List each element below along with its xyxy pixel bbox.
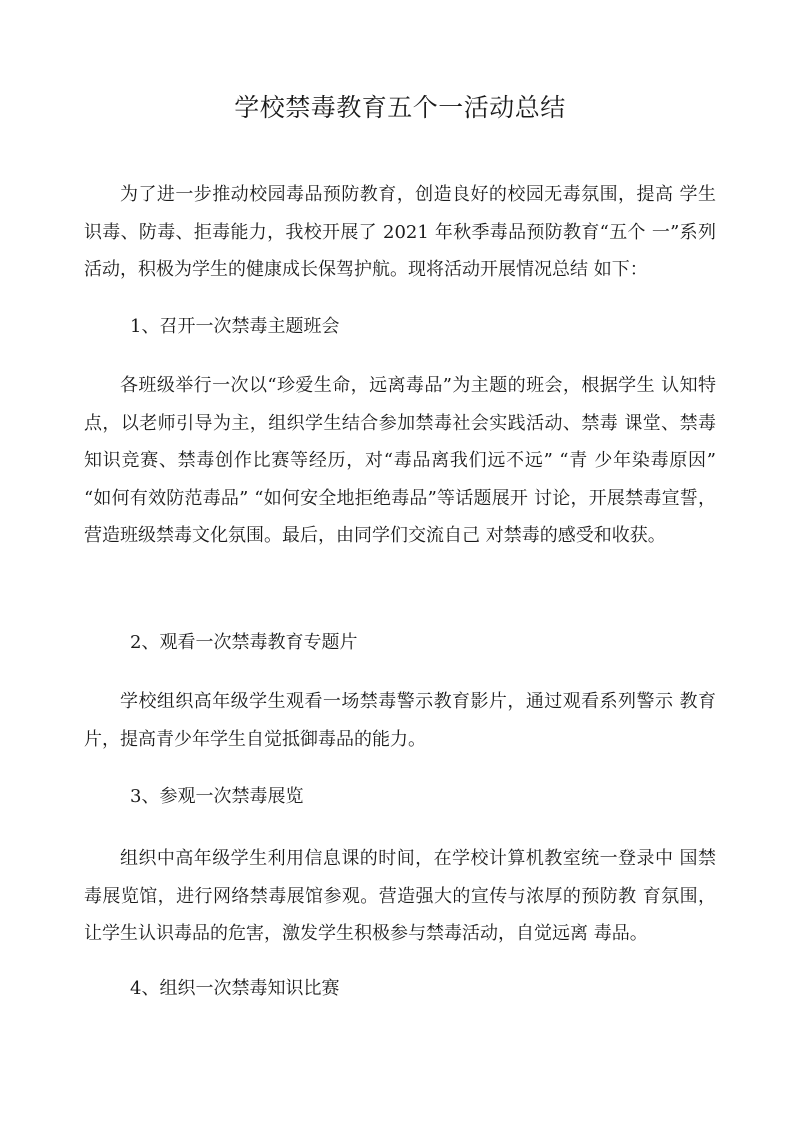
section-2-heading: 2、观看一次禁毒教育专题片 bbox=[130, 632, 358, 653]
section-3-paragraph: 组织中高年级学生利用信息课的时间，在学校计算机教室统一登录中 国禁毒展览馆，进行网络禁毒展馆参观。营造强大的宣传与浓厚的预防教 育氛围，让学生认识毒品的危害，激发学生积极参与禁毒活动，自觉远离 毒品。 bbox=[84, 848, 716, 945]
section-1-heading: 1、召开一次禁毒主题班会 bbox=[130, 316, 340, 337]
intro-paragraph: 为了进一步推动校园毒品预防教育，创造良好的校园无毒氛围，提高 学生识毒、防毒、拒毒能力，我校开展了 2021 年秋季毒品预防教育“五个 一”系列活动，积极为学生的健康成长保驾护航。现将活动开展情况总结 如下： bbox=[84, 184, 716, 281]
section-3-heading: 3、参观一次禁毒展览 bbox=[130, 786, 304, 807]
section-2-paragraph: 学校组织高年级学生观看一场禁毒警示教育影片，通过观看系列警示 教育片，提高青少年学生自觉抵御毒品的能力。 bbox=[84, 691, 716, 750]
document-title: 学校禁毒教育五个一活动总结 bbox=[234, 93, 566, 122]
section-4-heading: 4、组织一次禁毒知识比赛 bbox=[130, 978, 340, 999]
section-1-paragraph: 各班级举行一次以“珍爱生命，远离毒品”为主题的班会，根据学生 认知特点，以老师引导为主，组织学生结合参加禁毒社会实践活动、禁毒 课堂、禁毒知识竞赛、禁毒创作比赛等经历，对“毒品离我们远不远” “青 少年染毒原因” “如何有效防范毒品” “如何安全地拒绝毒品”等话题展开 讨论，开展禁毒宣誓，营造班级禁毒文化氛围。最后，由同学们交流自己 对禁毒的感受和收获。 bbox=[84, 375, 716, 547]
